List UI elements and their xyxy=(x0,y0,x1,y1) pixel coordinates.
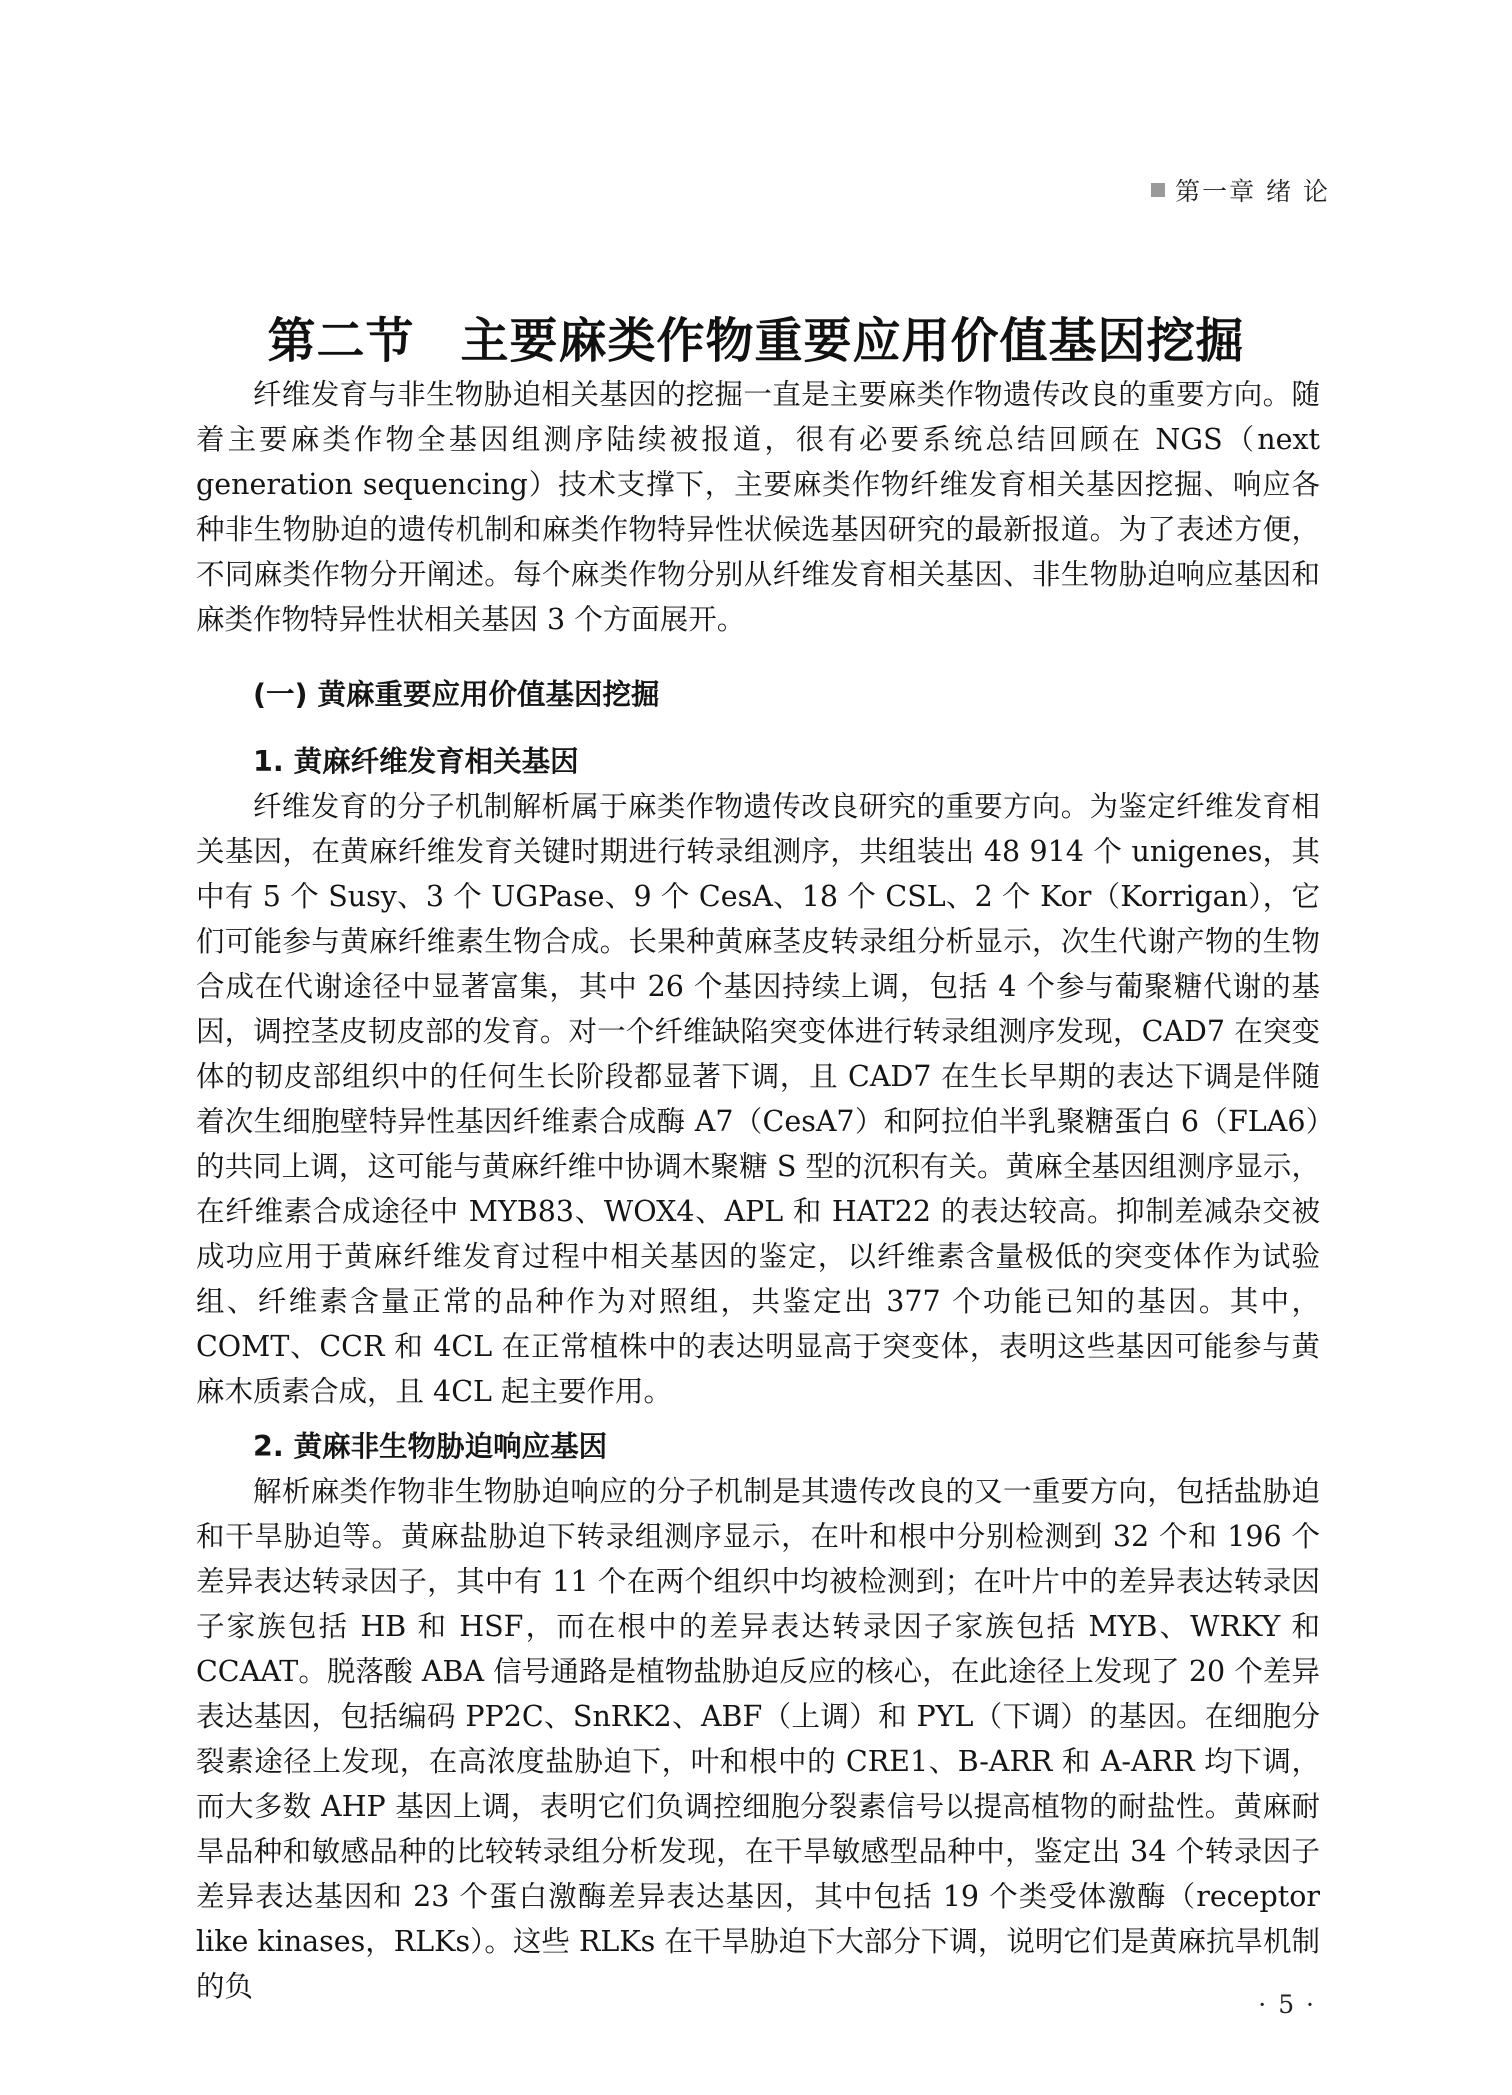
running-head xyxy=(1151,172,1330,208)
fiber-genes-heading: 1. 黄麻纤维发育相关基因 xyxy=(253,745,579,778)
subsection-heading: (一) 黄麻重要应用价值基因挖掘 xyxy=(253,678,660,711)
stress-genes-heading: 2. 黄麻非生物胁迫响应基因 xyxy=(253,1430,608,1463)
square-bullet-icon xyxy=(1151,183,1165,197)
body-text xyxy=(196,372,1320,2009)
section-number: 第二节 xyxy=(267,313,415,370)
fiber-genes-paragraph: 纤维发育的分子机制解析属于麻类作物遗传改良研究的重要方向。为鉴定纤维发育相关基因，在黄麻纤维发育关键时期进行转录组测序，共组装出 48 914 个 unigenes，其中有 5 个 Susy、3 个 UGPase、9 个 CesA、18 个 CSL、2 个 Kor（Korrigan），它们可能参与黄麻纤维素生物合成。长果种黄麻茎皮转录组分析显示，次生代谢产物的生物合成在代谢途径中显著富集，其中 26 个基因持续上调，包括 4 个参与葡聚糖代谢的基因，调控茎皮韧皮部的发育。对一个纤维缺陷突变体进行转录组测序发现，CAD7 在突变体的韧皮部组织中的任何生长阶段都显著下调，且 CAD7 在生长早期的表达下调是伴随着次生细胞壁特异性基因纤维素合成酶 A7（CesA7）和阿拉伯半乳聚糖蛋白 6（FLA6）的共同上调，这可能与黄麻纤维中协调木聚糖 S 型的沉积有关。黄麻全基因组测序显示，在纤维素合成途径中 MYB83、WOX4、APL 和 HAT22 的表达较高。抑制差减杂交被成功应用于黄麻纤维发育过程中相关基因的鉴定，以纤维素含量极低的突变体作为试验组、纤维素含量正常的品种作为对照组，共鉴定出 377 个功能已知的基因。其中，COMT、CCR 和 4CL 在正常植株中的表达明显高于突变体，表明这些基因可能参与黄麻木质素合成，且 4CL 起主要作用。 xyxy=(196,790,1320,1408)
page-number: · 5 · xyxy=(1258,1990,1316,2019)
stress-genes-paragraph: 解析麻类作物非生物胁迫响应的分子机制是其遗传改良的又一重要方向，包括盐胁迫和干旱胁迫等。黄麻盐胁迫下转录组测序显示，在叶和根中分别检测到 32 个和 196 个差异表达转录因子，其中有 11 个在两个组织中均被检测到；在叶片中的差异表达转录因子家族包括 HB 和 HSF，而在根中的差异表达转录因子家族包括 MYB、WRKY 和 CCAAT。脱落酸 ABA 信号通路是植物盐胁迫反应的核心，在此途径上发现了 20 个差异表达基因，包括编码 PP2C、SnRK2、ABF（上调）和 PYL（下调）的基因。在细胞分裂素途径上发现，在高浓度盐胁迫下，叶和根中的 CRE1、B-ARR 和 A-ARR 均下调，而大多数 AHP 基因上调，表明它们负调控细胞分裂素信号以提高植物的耐盐性。黄麻耐旱品种和敏感品种的比较转录组分析发现，在干旱敏感型品种中，鉴定出 34 个转录因子差异表达基因和 23 个蛋白激酶差异表达基因，其中包括 19 个类受体激酶（receptor like kinases，RLKs）。这些 RLKs 在干旱胁迫下大部分下调，说明它们是黄麻抗旱机制的负 xyxy=(196,1475,1320,2003)
intro-paragraph: 纤维发育与非生物胁迫相关基因的挖掘一直是主要麻类作物遗传改良的重要方向。随着主要麻类作物全基因组测序陆续被报道，很有必要系统总结回顾在 NGS（next generation sequencing）技术支撑下，主要麻类作物纤维发育相关基因挖掘、响应各种非生物胁迫的遗传机制和麻类作物特异性状候选基因研究的最新报道。为了表述方便，不同麻类作物分开阐述。每个麻类作物分别从纤维发育相关基因、非生物胁迫响应基因和麻类作物特异性状相关基因 3 个方面展开。 xyxy=(196,378,1320,636)
running-head-text: 第一章 绪 论 xyxy=(1175,177,1330,206)
section-title-text: 主要麻类作物重要应用价值基因挖掘 xyxy=(460,313,1245,370)
section-title xyxy=(0,302,1512,371)
